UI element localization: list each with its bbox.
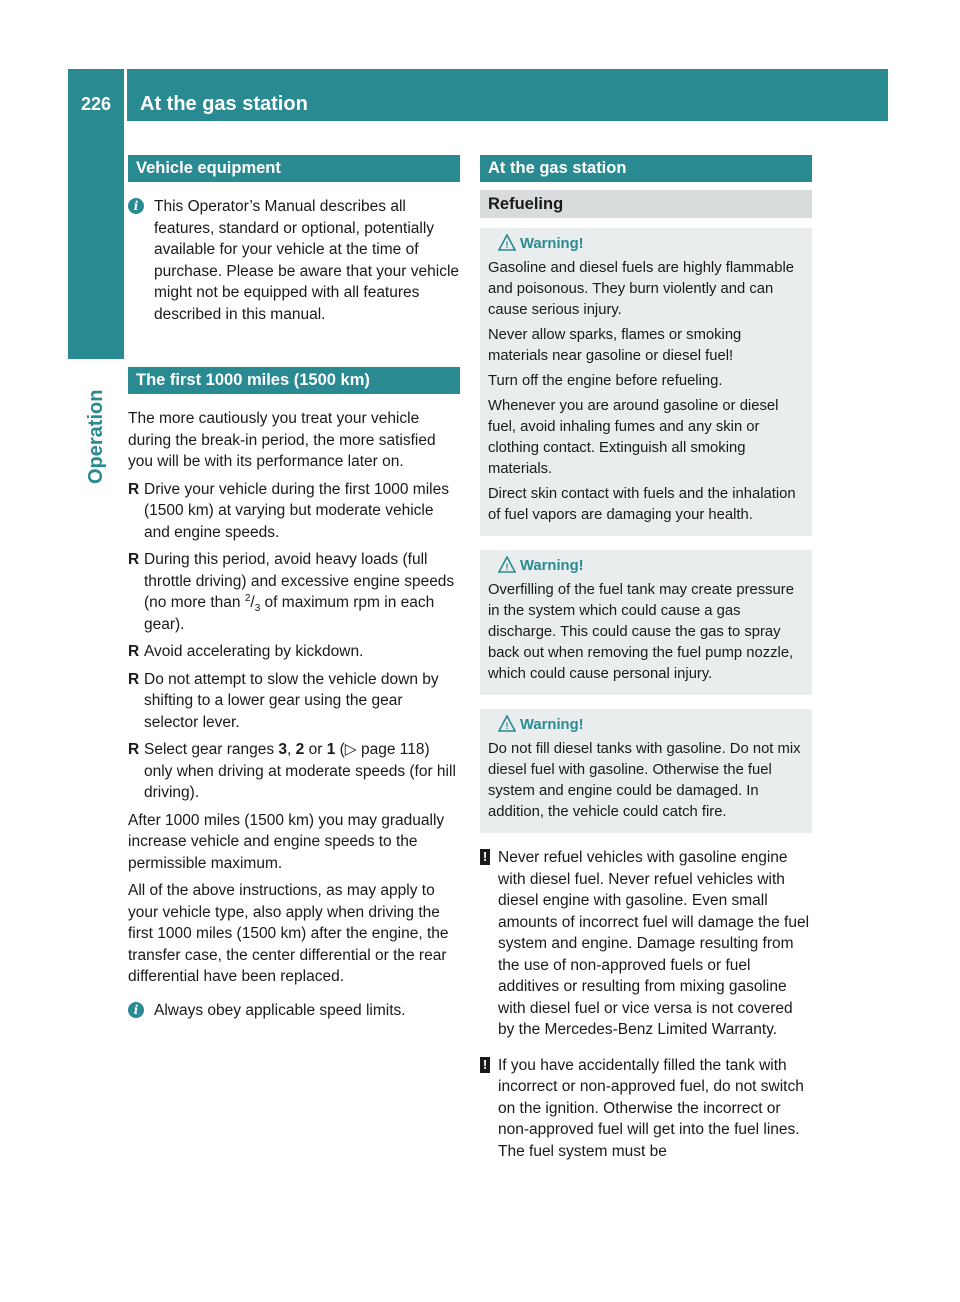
svg-text:!: ! [505, 240, 509, 250]
page-number: 226 [80, 94, 112, 114]
warning-text: Never allow sparks, flames or smoking materials near gasoline or diesel fuel! [488, 327, 742, 364]
warning-text: Direct skin contact with fuels and the inhalation of fuel vapors are damaging your health. [488, 486, 796, 523]
warning-label: Warning! [520, 236, 584, 252]
page-reference-link[interactable]: (▷ page 118) only when driving at moderate speeds (for hill driving). [144, 741, 456, 801]
exclamation-icon: ! [480, 1057, 490, 1073]
warning-text: Do not fill diesel tanks with gasoline. Do not mix diesel fuel with gasoline. Otherwise the fuel system and engine could be damaged. In addition, the vehicle could catch fire. [488, 741, 801, 820]
text-run: , [287, 741, 296, 758]
svg-text:!: ! [505, 562, 509, 572]
warning-triangle-icon [498, 556, 516, 574]
header-divider [124, 69, 127, 121]
warning-title [488, 554, 804, 578]
side-tab-divider [124, 121, 127, 359]
exclamation-icon: ! [480, 849, 490, 865]
gear-range-3: 3 [278, 741, 288, 758]
notice-text: Never refuel vehicles with gasoline engine with diesel fuel. Never refuel vehicles with diesel engine with gasoline. Even small amounts of incorrect fuel will damage the fuel system and engine. Damage resulting from the use of non-approved fuels or fuel additives or resulting from mixing gasoline with diesel fuel or vice versa is not covered by the Mercedes-Benz Limited Warranty. [498, 849, 810, 1038]
section-heading-vehicle-equipment: Vehicle equipment [128, 155, 460, 182]
notice-item [480, 847, 812, 1041]
warning-title [488, 713, 804, 737]
page-title: At the gas station [140, 93, 308, 115]
info-note [128, 1000, 460, 1022]
warning-text: Turn off the engine before refueling. [488, 373, 723, 389]
list-item-text: Do not attempt to slow the vehicle down by shifting to a lower gear using the gear selector lever. [144, 670, 439, 731]
list-item-text: Drive your vehicle during the first 1000 miles (1500 km) at varying but moderate vehicle and engine speeds. [144, 480, 449, 541]
text-run: or [304, 741, 327, 758]
bullet-icon: R [128, 670, 140, 688]
info-icon: i [128, 198, 144, 214]
fraction-numerator: 2 [244, 592, 251, 604]
warning-triangle-icon [498, 715, 516, 733]
page-header [68, 69, 888, 121]
section-heading-first-miles: The first 1000 miles (1500 km) [128, 367, 460, 394]
gear-range-2: 2 [295, 741, 305, 758]
text-run: of maximum rpm in each gear). [144, 594, 435, 633]
info-text: Always obey applicable speed limits. [154, 1001, 406, 1019]
list-item-text [144, 741, 456, 801]
list-item [128, 669, 460, 734]
warning-text: Gasoline and diesel fuels are highly flammable and poisonous. They burn violently and can cause serious injury. [488, 260, 794, 318]
paragraph: All of the above instructions, as may apply to your vehicle type, also apply when driving the first 1000 miles (1500 km) after the engine, the transfer case, the center differential or the rear differential have been replaced. [128, 882, 449, 985]
text-run: Select gear ranges [144, 741, 279, 758]
warning-text: Whenever you are around gasoline or diesel fuel, avoid inhaling fumes and any skin or clothing contact. Extinguish all smoking materials. [488, 398, 779, 477]
warning-label: Warning! [520, 717, 584, 733]
list-item-text: Avoid accelerating by kickdown. [144, 643, 364, 660]
left-column [128, 155, 460, 1027]
paragraph: After 1000 miles (1500 km) you may gradually increase vehicle and engine speeds to the permissible maximum. [128, 811, 445, 872]
list-item [128, 479, 460, 544]
list-item-text [144, 551, 454, 633]
list-item [128, 641, 460, 663]
warning-label: Warning! [520, 558, 584, 574]
side-tab-text: Operation [85, 389, 107, 484]
info-note [128, 196, 460, 325]
right-column [480, 155, 812, 1176]
warning-text: Overfilling of the fuel tank may create pressure in the system which could cause a gas discharge. This could cause the gas to spray back out when removing the fuel pump nozzle, which could cause personal injury. [488, 582, 794, 682]
info-icon: i [128, 1002, 144, 1018]
bullet-icon: R [128, 480, 140, 498]
bullet-icon: R [128, 643, 140, 660]
info-text: This Operator’s Manual describes all features, standard or optional, potentially available for your vehicle at the time of purchase. Please be aware that your vehicle might not be equipped with all features described in this manual. [154, 198, 460, 323]
paragraph: The more cautiously you treat your vehicle during the break-in period, the more satisfied you will be with its performance later on. [128, 410, 436, 470]
section-heading-gas-station: At the gas station [480, 155, 812, 182]
subsection-heading-refueling: Refueling [480, 190, 812, 218]
warning-box [480, 550, 812, 695]
gear-range-1: 1 [326, 741, 336, 758]
warning-title [488, 232, 804, 256]
warning-box [480, 709, 812, 833]
fraction-denominator: 3 [254, 603, 261, 615]
list-item [128, 739, 460, 804]
text-run: During this period, avoid heavy loads (full throttle driving) and excessive engine speeds (no more than [144, 551, 455, 611]
notice-text: If you have accidentally filled the tank with incorrect or non-approved fuel, do not switch on the ignition. Otherwise the incorrect or non-approved fuel will get into the fuel lines. The fuel system must be [498, 1056, 804, 1160]
notice-item [480, 1055, 812, 1163]
warning-triangle-icon [498, 234, 516, 252]
warning-box [480, 228, 812, 536]
list-item [128, 549, 460, 635]
svg-text:!: ! [505, 721, 509, 731]
bullet-icon: R [128, 551, 140, 568]
fraction-slash: / [250, 594, 255, 611]
side-tab-block [68, 121, 124, 359]
bullet-icon: R [128, 741, 140, 758]
